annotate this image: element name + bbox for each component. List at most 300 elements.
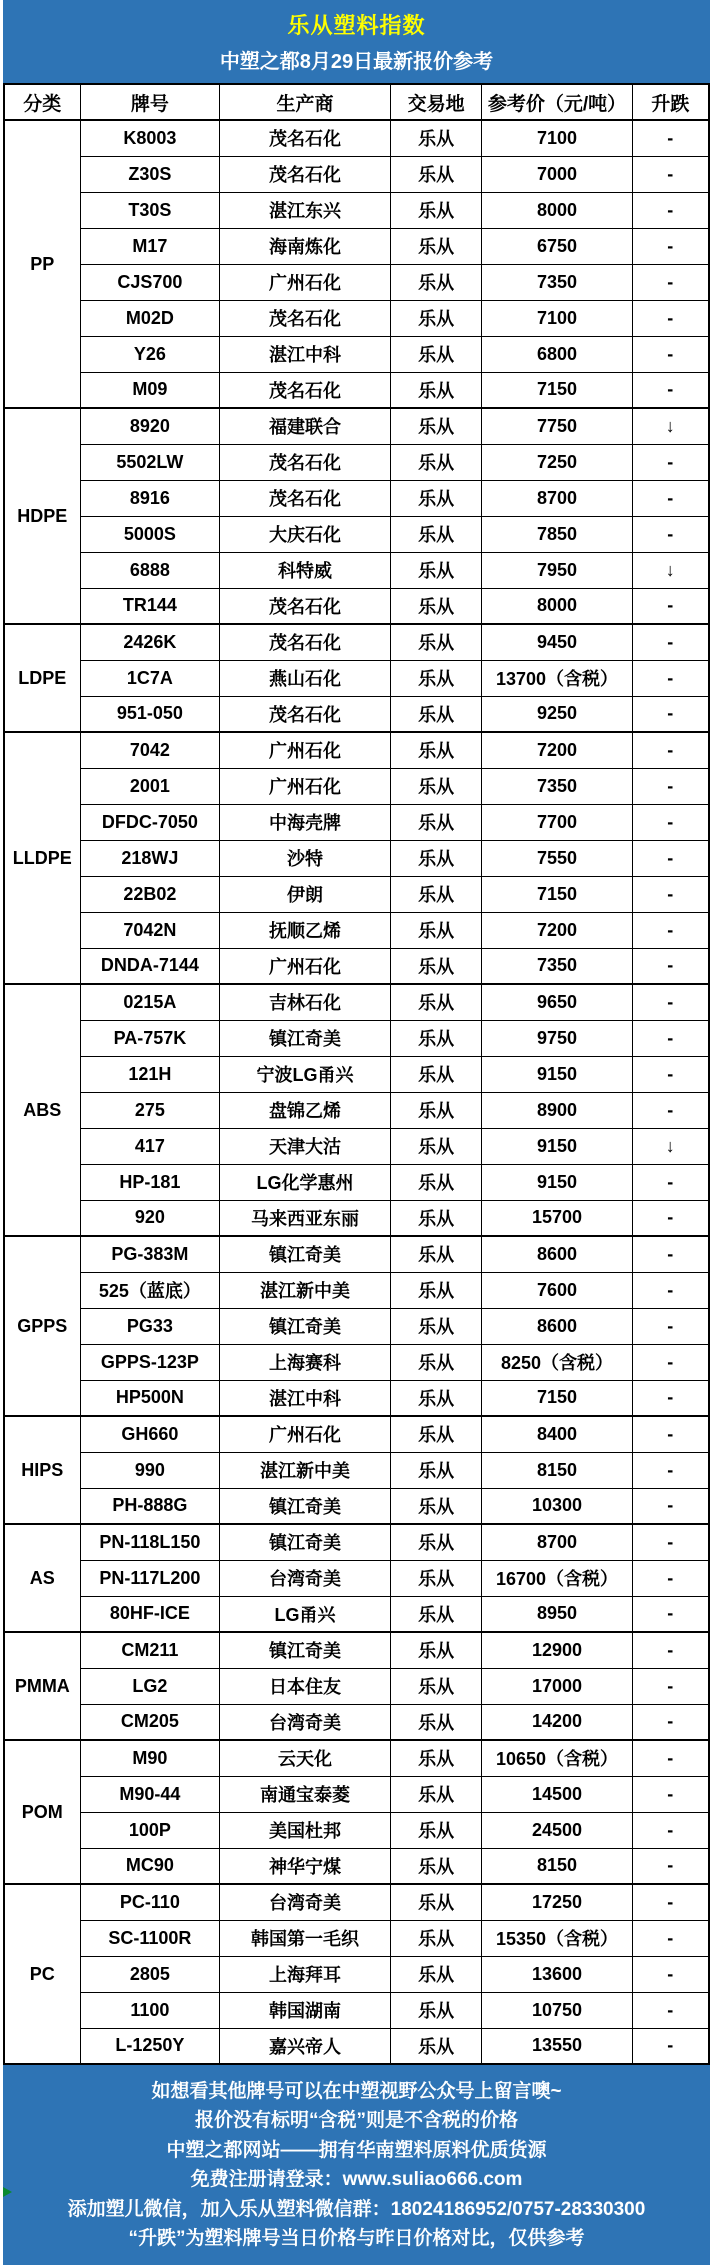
trend-cell: - (632, 1524, 709, 1560)
grade-cell: 0215A (80, 984, 220, 1020)
producer-cell: 茂名石化 (220, 444, 391, 480)
trend-cell: - (632, 1452, 709, 1488)
price-cell: 7700 (482, 804, 632, 840)
table-row (4, 1236, 709, 1272)
table-row (4, 948, 709, 984)
producer-cell: 盘锦乙烯 (220, 1092, 391, 1128)
grade-cell: 7042 (80, 732, 220, 768)
trend-cell: - (632, 1596, 709, 1632)
grade-cell: 5000S (80, 516, 220, 552)
producer-cell: 广州石化 (220, 948, 391, 984)
market-cell: 乐从 (390, 516, 482, 552)
trend-cell: - (632, 840, 709, 876)
footer-line: 报价没有标明“含税”则是不含税的价格 (194, 2110, 518, 2132)
grade-cell: Y26 (80, 336, 220, 372)
table-row (4, 1596, 709, 1632)
market-cell: 乐从 (390, 1848, 482, 1884)
trend-cell: - (632, 1632, 709, 1668)
table-row (4, 156, 709, 192)
market-cell: 乐从 (390, 372, 482, 408)
trend-cell: - (632, 1704, 709, 1740)
trend-cell: - (632, 1920, 709, 1956)
table-row (4, 1992, 709, 2028)
trend-cell: - (632, 1236, 709, 1272)
producer-cell: 福建联合 (220, 408, 391, 444)
price-cell: 8150 (482, 1452, 632, 1488)
table-row (4, 480, 709, 516)
market-cell: 乐从 (390, 192, 482, 228)
price-cell: 7750 (482, 408, 632, 444)
producer-cell: 伊朗 (220, 876, 391, 912)
producer-cell: 上海赛科 (220, 1344, 391, 1380)
table-row (4, 1416, 709, 1452)
price-cell: 9150 (482, 1056, 632, 1092)
table-row (4, 516, 709, 552)
grade-cell: 2805 (80, 1956, 220, 1992)
market-cell: 乐从 (390, 1524, 482, 1560)
producer-cell: 茂名石化 (220, 480, 391, 516)
table-row (4, 1020, 709, 1056)
price-cell: 7350 (482, 948, 632, 984)
producer-cell: 湛江东兴 (220, 192, 391, 228)
grade-cell: 990 (80, 1452, 220, 1488)
trend-cell: - (632, 912, 709, 948)
trend-cell: - (632, 660, 709, 696)
table-row (4, 1164, 709, 1200)
price-cell: 7100 (482, 120, 632, 156)
trend-cell: - (632, 1668, 709, 1704)
market-cell: 乐从 (390, 1272, 482, 1308)
grade-cell: Z30S (80, 156, 220, 192)
table-row (4, 552, 709, 588)
table-row (4, 840, 709, 876)
table-row (4, 1272, 709, 1308)
category-cell: HDPE (4, 408, 80, 624)
market-cell: 乐从 (390, 1416, 482, 1452)
producer-cell: 广州石化 (220, 768, 391, 804)
producer-cell: 湛江中科 (220, 1380, 391, 1416)
trend-cell: - (632, 1848, 709, 1884)
trend-cell: - (632, 264, 709, 300)
producer-cell: 神华宁煤 (220, 1848, 391, 1884)
trend-cell: - (632, 1272, 709, 1308)
market-cell: 乐从 (390, 1380, 482, 1416)
price-cell: 7200 (482, 732, 632, 768)
grade-cell: CJS700 (80, 264, 220, 300)
grade-cell: M09 (80, 372, 220, 408)
table-row (4, 2028, 709, 2064)
table-row (4, 984, 709, 1020)
category-cell: ABS (4, 984, 80, 1236)
grade-cell: DNDA-7144 (80, 948, 220, 984)
trend-cell: - (632, 1776, 709, 1812)
producer-cell: 镇江奇美 (220, 1308, 391, 1344)
trend-cell: - (632, 1992, 709, 2028)
column-header: 升跌 (632, 84, 709, 120)
price-cell: 13700（含税） (482, 660, 632, 696)
market-cell: 乐从 (390, 660, 482, 696)
table-header-row (4, 84, 709, 120)
producer-cell: 镇江奇美 (220, 1020, 391, 1056)
grade-cell: GH660 (80, 1416, 220, 1452)
column-header: 参考价（元/吨） (482, 84, 632, 120)
price-cell: 12900 (482, 1632, 632, 1668)
table-row (4, 228, 709, 264)
grade-cell: M90-44 (80, 1776, 220, 1812)
market-cell: 乐从 (390, 1020, 482, 1056)
footer-line: 免费注册请登录：www.suliao666.com (190, 2169, 523, 2191)
trend-cell: - (632, 480, 709, 516)
price-cell: 7250 (482, 444, 632, 480)
trend-cell: - (632, 1488, 709, 1524)
trend-cell: - (632, 1416, 709, 1452)
price-cell: 8250（含税） (482, 1344, 632, 1380)
trend-cell: - (632, 768, 709, 804)
producer-cell: 茂名石化 (220, 588, 391, 624)
trend-cell: - (632, 372, 709, 408)
producer-cell: 吉林石化 (220, 984, 391, 1020)
price-cell: 9750 (482, 1020, 632, 1056)
trend-cell: - (632, 156, 709, 192)
category-cell: PMMA (4, 1632, 80, 1740)
market-cell: 乐从 (390, 1776, 482, 1812)
table-row (4, 1668, 709, 1704)
footer-line: 如想看其他牌号可以在中塑视野公众号上留言噢~ (151, 2080, 562, 2102)
footer-line: 中塑之都网站——拥有华南塑料原料优质货源 (166, 2139, 547, 2161)
trend-cell: - (632, 1092, 709, 1128)
price-cell: 7600 (482, 1272, 632, 1308)
table-row (4, 696, 709, 732)
price-cell: 8700 (482, 1524, 632, 1560)
price-table-body (4, 120, 709, 2064)
trend-cell: - (632, 1380, 709, 1416)
producer-cell: 镇江奇美 (220, 1488, 391, 1524)
grade-cell: PH-888G (80, 1488, 220, 1524)
price-cell: 7350 (482, 768, 632, 804)
trend-cell: - (632, 1164, 709, 1200)
trend-cell: - (632, 1812, 709, 1848)
producer-cell: 茂名石化 (220, 696, 391, 732)
top-banner (3, 0, 710, 83)
market-cell: 乐从 (390, 1740, 482, 1776)
trend-cell: - (632, 192, 709, 228)
price-table (3, 83, 710, 2065)
price-cell: 8400 (482, 1416, 632, 1452)
market-cell: 乐从 (390, 912, 482, 948)
table-row (4, 660, 709, 696)
market-cell: 乐从 (390, 408, 482, 444)
producer-cell: 镇江奇美 (220, 1632, 391, 1668)
grade-cell: PG-383M (80, 1236, 220, 1272)
market-cell: 乐从 (390, 624, 482, 660)
market-cell: 乐从 (390, 1812, 482, 1848)
market-cell: 乐从 (390, 1452, 482, 1488)
price-cell: 8600 (482, 1236, 632, 1272)
grade-cell: 1C7A (80, 660, 220, 696)
trend-cell: - (632, 120, 709, 156)
price-cell: 8900 (482, 1092, 632, 1128)
trend-cell: ↓ (632, 552, 709, 588)
price-cell: 7000 (482, 156, 632, 192)
trend-cell: - (632, 1308, 709, 1344)
category-cell: HIPS (4, 1416, 80, 1524)
producer-cell: 台湾奇美 (220, 1704, 391, 1740)
category-cell: LDPE (4, 624, 80, 732)
table-row (4, 1956, 709, 1992)
table-row (4, 1632, 709, 1668)
market-cell: 乐从 (390, 840, 482, 876)
trend-cell: - (632, 1740, 709, 1776)
price-cell: 9450 (482, 624, 632, 660)
grade-cell: PC-110 (80, 1884, 220, 1920)
producer-cell: 镇江奇美 (220, 1524, 391, 1560)
price-cell: 15350（含税） (482, 1920, 632, 1956)
grade-cell: CM211 (80, 1632, 220, 1668)
market-cell: 乐从 (390, 444, 482, 480)
category-cell: PC (4, 1884, 80, 2064)
trend-cell: - (632, 2028, 709, 2064)
price-cell: 6800 (482, 336, 632, 372)
producer-cell: 嘉兴帝人 (220, 2028, 391, 2064)
trend-cell: ↓ (632, 1128, 709, 1164)
price-cell: 13600 (482, 1956, 632, 1992)
table-row (4, 336, 709, 372)
table-row (4, 408, 709, 444)
table-row (4, 1740, 709, 1776)
trend-cell: - (632, 1344, 709, 1380)
green-triangle-icon (3, 2187, 12, 2197)
grade-cell: CM205 (80, 1704, 220, 1740)
table-row (4, 768, 709, 804)
price-cell: 8000 (482, 588, 632, 624)
market-cell: 乐从 (390, 228, 482, 264)
producer-cell: 大庆石化 (220, 516, 391, 552)
grade-cell: HP500N (80, 1380, 220, 1416)
producer-cell: 湛江中科 (220, 336, 391, 372)
page-subtitle: 中塑之都8月29日最新报价参考 (219, 51, 494, 73)
price-cell: 14500 (482, 1776, 632, 1812)
grade-cell: PA-757K (80, 1020, 220, 1056)
producer-cell: 广州石化 (220, 264, 391, 300)
producer-cell: 韩国湖南 (220, 1992, 391, 2028)
price-cell: 8950 (482, 1596, 632, 1632)
trend-cell: - (632, 984, 709, 1020)
grade-cell: 2426K (80, 624, 220, 660)
trend-cell: - (632, 336, 709, 372)
producer-cell: 中海壳牌 (220, 804, 391, 840)
market-cell: 乐从 (390, 1596, 482, 1632)
trend-cell: - (632, 1200, 709, 1236)
market-cell: 乐从 (390, 876, 482, 912)
table-row (4, 1704, 709, 1740)
producer-cell: 上海拜耳 (220, 1956, 391, 1992)
market-cell: 乐从 (390, 1704, 482, 1740)
market-cell: 乐从 (390, 336, 482, 372)
table-row (4, 1524, 709, 1560)
price-cell: 9150 (482, 1164, 632, 1200)
table-row (4, 192, 709, 228)
producer-cell: 湛江新中美 (220, 1452, 391, 1488)
producer-cell: 茂名石化 (220, 300, 391, 336)
market-cell: 乐从 (390, 1164, 482, 1200)
trend-cell: - (632, 1884, 709, 1920)
grade-cell: PN-117L200 (80, 1560, 220, 1596)
market-cell: 乐从 (390, 1056, 482, 1092)
producer-cell: 韩国第一毛织 (220, 1920, 391, 1956)
producer-cell: 茂名石化 (220, 120, 391, 156)
price-cell: 7550 (482, 840, 632, 876)
price-cell: 8600 (482, 1308, 632, 1344)
producer-cell: 广州石化 (220, 1416, 391, 1452)
producer-cell: 天津大沽 (220, 1128, 391, 1164)
trend-cell: - (632, 516, 709, 552)
grade-cell: 7042N (80, 912, 220, 948)
grade-cell: M17 (80, 228, 220, 264)
trend-cell: - (632, 624, 709, 660)
market-cell: 乐从 (390, 588, 482, 624)
table-row (4, 732, 709, 768)
market-cell: 乐从 (390, 480, 482, 516)
table-row (4, 588, 709, 624)
column-header: 分类 (4, 84, 80, 120)
price-cell: 7350 (482, 264, 632, 300)
market-cell: 乐从 (390, 264, 482, 300)
price-cell: 8000 (482, 192, 632, 228)
market-cell: 乐从 (390, 2028, 482, 2064)
grade-cell: 5502LW (80, 444, 220, 480)
category-cell: POM (4, 1740, 80, 1884)
trend-cell: - (632, 876, 709, 912)
price-cell: 9650 (482, 984, 632, 1020)
market-cell: 乐从 (390, 1128, 482, 1164)
market-cell: 乐从 (390, 120, 482, 156)
trend-cell: - (632, 1956, 709, 1992)
table-row (4, 372, 709, 408)
market-cell: 乐从 (390, 1956, 482, 1992)
table-row (4, 300, 709, 336)
grade-cell: HP-181 (80, 1164, 220, 1200)
producer-cell: 台湾奇美 (220, 1560, 391, 1596)
producer-cell: 茂名石化 (220, 156, 391, 192)
trend-cell: - (632, 300, 709, 336)
grade-cell: M90 (80, 1740, 220, 1776)
page-title: 乐从塑料指数 (287, 13, 426, 38)
market-cell: 乐从 (390, 552, 482, 588)
grade-cell: 2001 (80, 768, 220, 804)
price-cell: 7150 (482, 372, 632, 408)
column-header: 牌号 (80, 84, 220, 120)
producer-cell: 南通宝泰菱 (220, 1776, 391, 1812)
table-row (4, 912, 709, 948)
price-cell: 17000 (482, 1668, 632, 1704)
market-cell: 乐从 (390, 1200, 482, 1236)
price-cell: 7150 (482, 1380, 632, 1416)
price-cell: 10750 (482, 1992, 632, 2028)
grade-cell: LG2 (80, 1668, 220, 1704)
table-row (4, 1884, 709, 1920)
table-row (4, 1812, 709, 1848)
producer-cell: LG甬兴 (220, 1596, 391, 1632)
price-cell: 7950 (482, 552, 632, 588)
table-row (4, 1308, 709, 1344)
grade-cell: PG33 (80, 1308, 220, 1344)
trend-cell: - (632, 588, 709, 624)
grade-cell: 275 (80, 1092, 220, 1128)
price-cell: 9250 (482, 696, 632, 732)
producer-cell: 日本住友 (220, 1668, 391, 1704)
column-header: 交易地 (390, 84, 482, 120)
market-cell: 乐从 (390, 768, 482, 804)
grade-cell: 920 (80, 1200, 220, 1236)
table-row (4, 444, 709, 480)
table-row (4, 1056, 709, 1092)
table-row (4, 1344, 709, 1380)
market-cell: 乐从 (390, 1344, 482, 1380)
grade-cell: 6888 (80, 552, 220, 588)
producer-cell: 美国杜邦 (220, 1812, 391, 1848)
price-cell: 7150 (482, 876, 632, 912)
producer-cell: 燕山石化 (220, 660, 391, 696)
trend-cell: ↓ (632, 408, 709, 444)
trend-cell: - (632, 804, 709, 840)
table-row (4, 1920, 709, 1956)
producer-cell: 沙特 (220, 840, 391, 876)
table-row (4, 624, 709, 660)
market-cell: 乐从 (390, 1236, 482, 1272)
grade-cell: DFDC-7050 (80, 804, 220, 840)
grade-cell: PN-118L150 (80, 1524, 220, 1560)
price-cell: 15700 (482, 1200, 632, 1236)
grade-cell: MC90 (80, 1848, 220, 1884)
grade-cell: L-1250Y (80, 2028, 220, 2064)
price-cell: 10650（含税） (482, 1740, 632, 1776)
market-cell: 乐从 (390, 1884, 482, 1920)
market-cell: 乐从 (390, 1488, 482, 1524)
trend-cell: - (632, 1020, 709, 1056)
price-cell: 17250 (482, 1884, 632, 1920)
grade-cell: 121H (80, 1056, 220, 1092)
grade-cell: GPPS-123P (80, 1344, 220, 1380)
producer-cell: 镇江奇美 (220, 1236, 391, 1272)
table-row (4, 1128, 709, 1164)
trend-cell: - (632, 948, 709, 984)
table-row (4, 120, 709, 156)
grade-cell: 22B02 (80, 876, 220, 912)
footer-line: 添加塑儿微信，加入乐从塑料微信群：18024186952/0757-28330300 (67, 2198, 646, 2220)
market-cell: 乐从 (390, 1632, 482, 1668)
price-cell: 8150 (482, 1848, 632, 1884)
market-cell: 乐从 (390, 1308, 482, 1344)
table-row (4, 1848, 709, 1884)
grade-cell: T30S (80, 192, 220, 228)
producer-cell: 台湾奇美 (220, 1884, 391, 1920)
market-cell: 乐从 (390, 732, 482, 768)
producer-cell: 广州石化 (220, 732, 391, 768)
column-header: 生产商 (220, 84, 391, 120)
table-row (4, 1776, 709, 1812)
producer-cell: 宁波LG甬兴 (220, 1056, 391, 1092)
price-cell: 10300 (482, 1488, 632, 1524)
market-cell: 乐从 (390, 1668, 482, 1704)
grade-cell: 417 (80, 1128, 220, 1164)
producer-cell: LG化学惠州 (220, 1164, 391, 1200)
price-cell: 13550 (482, 2028, 632, 2064)
producer-cell: 茂名石化 (220, 372, 391, 408)
table-row (4, 1200, 709, 1236)
price-cell: 9150 (482, 1128, 632, 1164)
price-cell: 24500 (482, 1812, 632, 1848)
table-row (4, 804, 709, 840)
